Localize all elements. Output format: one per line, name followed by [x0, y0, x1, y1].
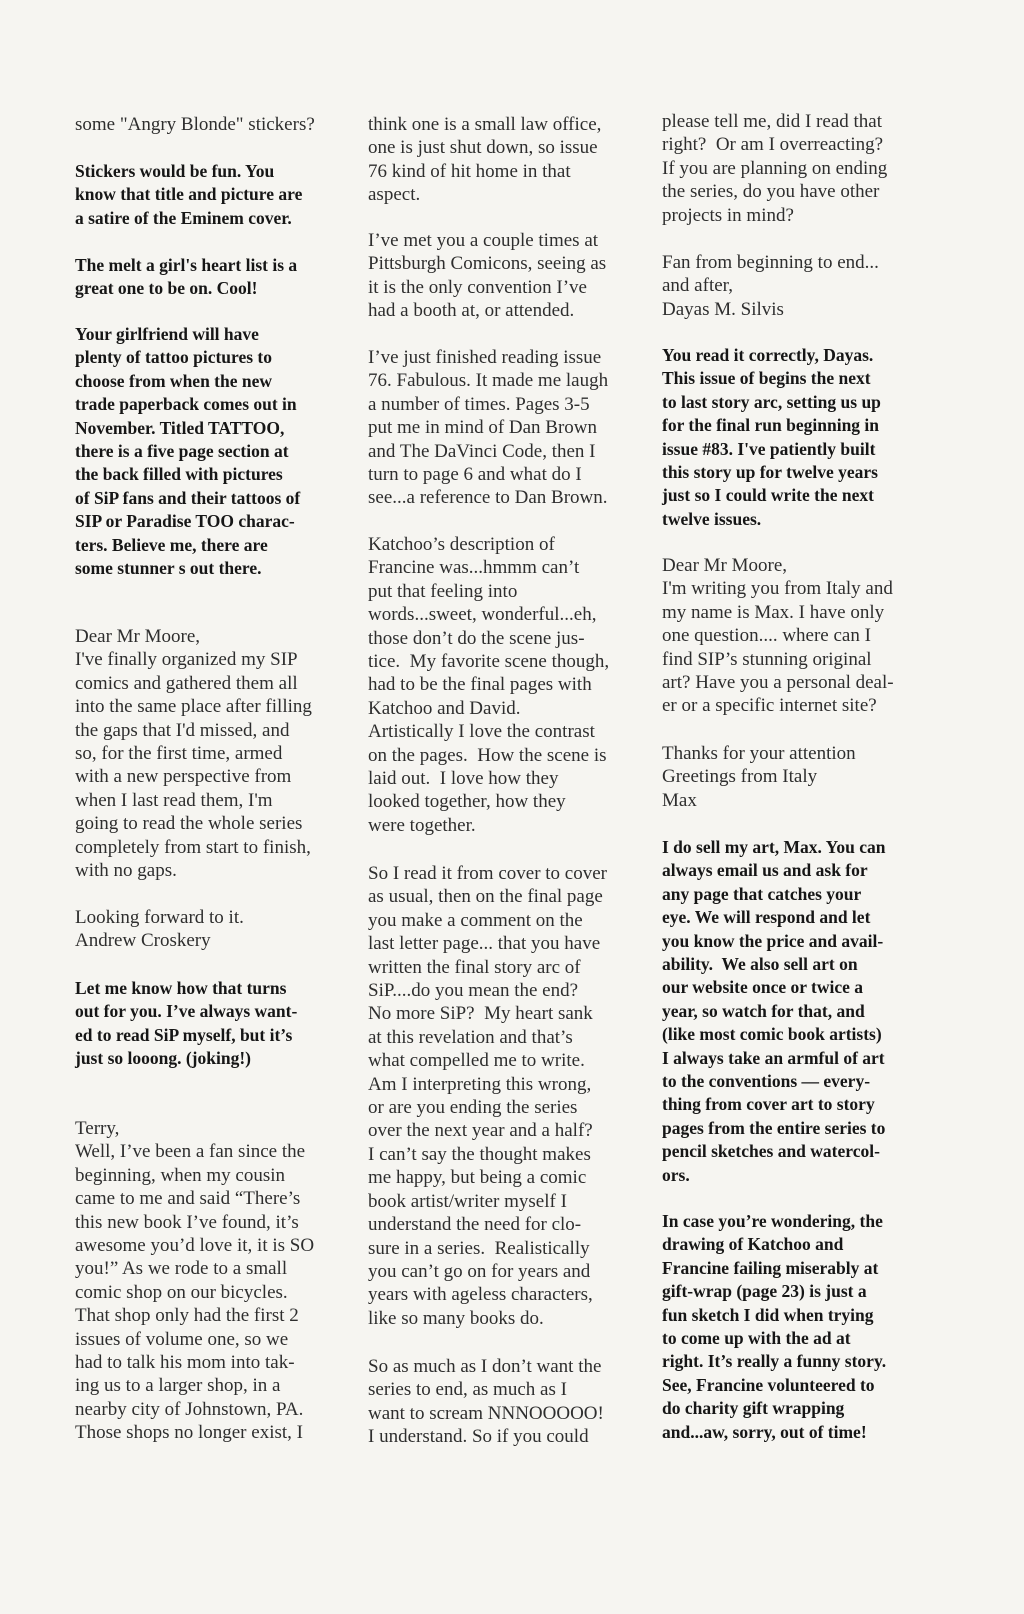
letter-text: Katchoo’s description of Francine was...hmmm can’t put that feeling into words...sweet, wonderful...eh, those don’t do the scene jus- tice. My favorite scene though, had to be the final pages with Katchoo and David. Artistically I love the contrast on the pages. How the scene is laid out. I love how they looked together, how they were together.	[368, 534, 610, 836]
editor-reply: Let me know how that turns out for you. I’ve always want- ed to read SiP myself, but it’s just so looong. (joking!)	[75, 978, 298, 1069]
editor-reply: Stickers would be fun. You know that title and picture are a satire of the Eminem cover.	[75, 161, 303, 228]
letter-text: Dear Mr Moore, I'm writing you from Italy and my name is Max. I have only one question.... where can I find SIP’s stunning original art? Have you a personal deal- er or a specific internet site?	[662, 555, 894, 717]
letter-text: So I read it from cover to cover as usual, then on the final page you make a comment on the last letter page... that you have written the final story arc of SiP....do you mean the end? No more SiP? My heart sank at this revelation and that’s what compelled me to write. Am I interpreting this wrong, or are you ending the series over the next year and a half? I can’t say the thought makes me happy, but being a comic book artist/writer myself I understand the need for clo- sure in a series. Realistically you can’t go on for years and years with ageless characters, like so many books do.	[368, 863, 607, 1329]
letter-text: please tell me, did I read that right? Or am I overreacting? If you are planning on ending the series, do you have other projects in mind?	[662, 111, 888, 226]
letter-text: think one is a small law office, one is just shut down, so issue 76 kind of hit home in that aspect.	[368, 114, 602, 206]
letter-text: some "Angry Blonde" stickers?	[75, 114, 315, 135]
letter-signature: Fan from beginning to end... and after, Dayas M. Silvis	[662, 252, 879, 320]
letter-text: Dear Mr Moore, I've finally organized my SIP comics and gathered them all into the same place after filling the gaps that I'd missed, and so, for the first time, armed with a new perspective from when I last read them, I'm going to read the whole series completely from start to finish, with no gaps.	[75, 626, 312, 882]
letter-text: Terry, Well, I’ve been a fan since the beginning, when my cousin came to me and said “There’s this new book I’ve found, it’s awesome you’d love it, it is SO you!” As we rode to a small comic shop on our bicycles. That shop only had the first 2 issues of volume one, so we had to talk his mom into tak- ing us to a larger shop, in a nearby city of Johnstown, PA. Those shops no longer exist, I	[75, 1118, 315, 1444]
editor-reply: You read it correctly, Dayas. This issue of begins the next to last story arc, setting us up for the final run beginning in issue #83. I've patiently built this story up for twelve years just so I could write the next twelve issues.	[662, 345, 881, 529]
letter-text: I’ve met you a couple times at Pittsburgh Comicons, seeing as it is the only convention I’ve had a booth at, or attended.	[368, 230, 607, 322]
editor-reply: In case you’re wondering, the drawing of Katchoo and Francine failing miserably at gift-wrap (page 23) is just a fun sketch I did when trying to come up with the ad at right. It’s really a funny story. See, Francine volunteered to do charity gift wrapping and...aw, sorry, out of time!	[662, 1211, 887, 1442]
letter-signature: Looking forward to it. Andrew Croskery	[75, 907, 244, 952]
editor-reply: I do sell my art, Max. You can always email us and ask for any page that catches your eye. We will respond and let you know the price and avail- ability. We also sell art on our website once or twice a year, so watch for that, and (like most comic book artists) I always take an armful of art to the conventions — every- thing from cover art to story pages from the entire series to pencil sketches and watercol- ors.	[662, 837, 886, 1185]
letter-text: So as much as I don’t want the series to end, as much as I want to scream NNNOOOOO! I understand. So if you could	[368, 1356, 604, 1448]
editor-reply: The melt a girl's heart list is a great one to be on. Cool!	[75, 255, 298, 299]
letter-text: I’ve just finished reading issue 76. Fabulous. It made me laugh a number of times. Pages 3-5 put me in mind of Dan Brown and The DaVinci Code, then I turn to page 6 and what do I see...a reference to Dan Brown.	[368, 347, 609, 509]
letter-signature: Thanks for your attention Greetings from Italy Max	[662, 743, 856, 811]
editor-reply: Your girlfriend will have plenty of tattoo pictures to choose from when the new trade paperback comes out in November. Titled TATTOO, there is a five page section at the back filled with pictures of SiP fans and their tattoos of SIP or Paradise TOO charac- ters. Believe me, there are some stunner s out there.	[75, 324, 301, 579]
